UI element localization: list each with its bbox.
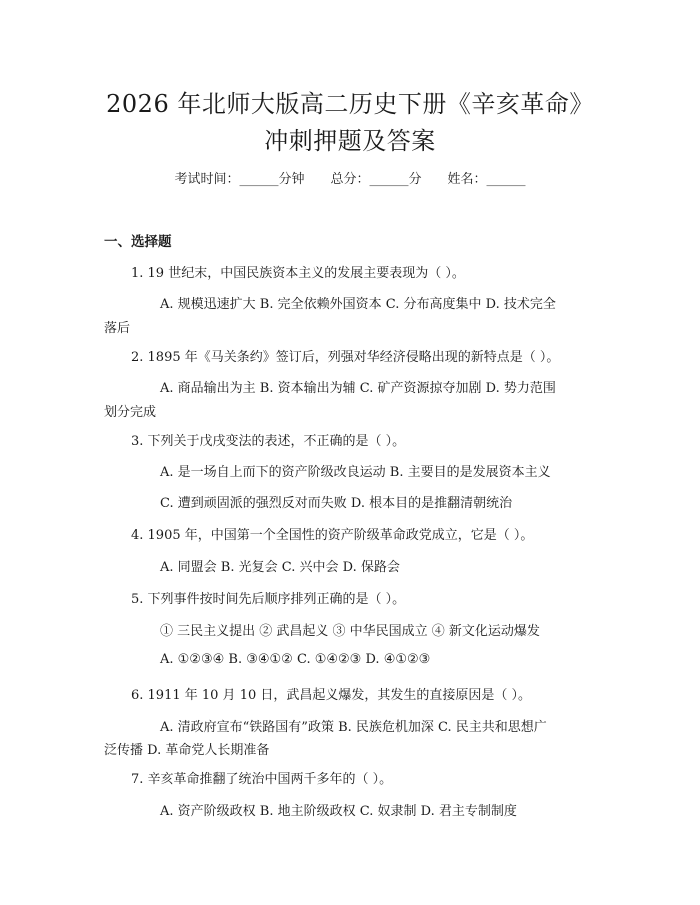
question-6-stem: 6. 1911 年 10 月 10 日，武昌起义爆发，其发生的直接原因是（ ）。: [131, 688, 531, 703]
question-7-stem: 7. 辛亥革命推翻了统治中国两千多年的（ ）。: [131, 772, 393, 787]
question-4-stem: 4. 1905 年，中国第一个全国性的资产阶级革命政党成立，它是（ ）。: [131, 528, 534, 543]
name-field: 姓名：______: [447, 172, 526, 187]
question-7-options: A. 资产阶级政权 B. 地主阶级政权 C. 奴隶制 D. 君主专制制度: [160, 804, 517, 819]
question-5-items: ① 三民主义提出 ② 武昌起义 ③ 中华民国成立 ④ 新文化运动爆发: [160, 624, 540, 639]
question-2-stem: 2. 1895 年《马关条约》签订后，列强对华经济侵略出现的新特点是（ ）。: [131, 350, 560, 365]
question-2-options-cont: 划分完成: [104, 405, 157, 420]
question-3-stem: 3. 下列关于戊戌变法的表述，不正确的是（ ）。: [131, 434, 406, 449]
section-heading: 一、选择题: [104, 234, 172, 250]
question-1-stem: 1. 19 世纪末，中国民族资本主义的发展主要表现为（ ）。: [131, 266, 465, 281]
question-1-options: A. 规模迅速扩大 B. 完全依赖外国资本 C. 分布高度集中 D. 技术完全: [160, 297, 556, 312]
question-4-options: A. 同盟会 B. 光复会 C. 兴中会 D. 保路会: [160, 560, 400, 575]
question-6-options-cont: 泛传播 D. 革命党人长期准备: [104, 743, 270, 758]
question-3-options-line-2: C. 遭到顽固派的强烈反对而失败 D. 根本目的是推翻清朝统治: [160, 496, 513, 511]
question-5-options: A. ①②③④ B. ③④①② C. ①④②③ D. ④①②③: [160, 652, 431, 667]
total-score-field: 总分：______分: [330, 172, 422, 187]
question-6-options: A. 清政府宣布“铁路国有”政策 B. 民族危机加深 C. 民主共和思想广: [160, 720, 547, 735]
question-1-options-cont: 落后: [104, 321, 131, 336]
exam-info-row: [0, 168, 700, 187]
question-5-stem: 5. 下列事件按时间先后顺序排列正确的是（ ）。: [131, 592, 406, 607]
document-title-line-1: 2026 年北师大版高二历史下册《辛亥革命》: [106, 90, 594, 118]
question-3-options-line-1: A. 是一场自上而下的资产阶级改良运动 B. 主要目的是发展资本主义: [160, 465, 551, 480]
question-2-options: A. 商品输出为主 B. 资本输出为辅 C. 矿产资源掠夺加剧 D. 势力范围: [160, 381, 556, 396]
document-title-line-2: 冲刺押题及答案: [264, 127, 436, 155]
exam-time-field: 考试时间：______分钟: [174, 172, 305, 187]
